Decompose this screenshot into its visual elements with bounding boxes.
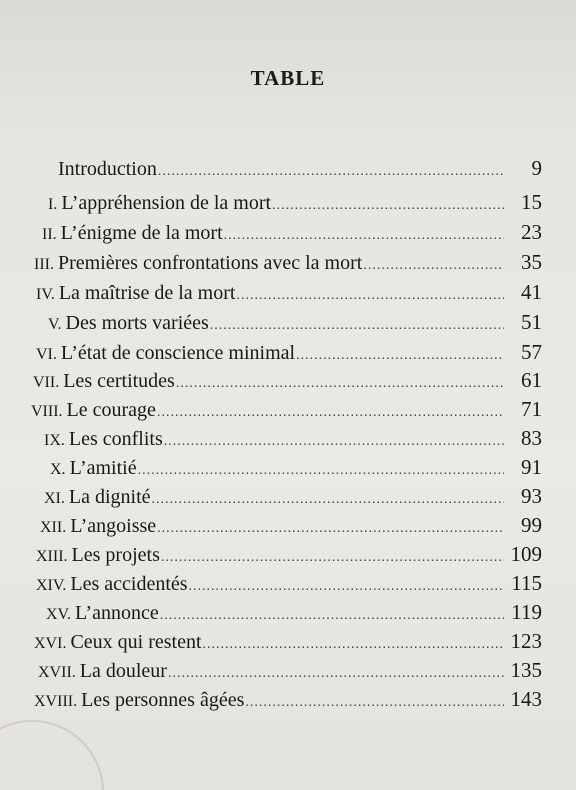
dot-leader: [161, 551, 504, 565]
chapter-numeral: II.: [42, 226, 57, 243]
dot-leader: [296, 349, 504, 363]
chapter-title: La dignité: [68, 486, 151, 508]
toc-entry: [34, 689, 542, 710]
page-number: 35: [521, 250, 542, 274]
chapter-numeral: V.: [48, 316, 62, 333]
page-number: 51: [521, 310, 542, 334]
chapter-title: L’amitié: [69, 457, 137, 479]
chapter-numeral: VIII.: [31, 403, 63, 420]
chapter-numeral: IX.: [44, 432, 65, 449]
dot-leader: [245, 696, 504, 710]
page-number: 123: [510, 629, 542, 653]
dot-leader: [203, 638, 504, 652]
dot-leader: [224, 229, 504, 243]
chapter-title: Les certitudes: [63, 370, 175, 392]
dot-leader: [272, 199, 504, 213]
page-number: 119: [511, 600, 542, 624]
dot-leader: [236, 289, 504, 303]
toc-entry: [34, 252, 542, 273]
page-number: 71: [521, 397, 542, 421]
toc-entry: [36, 573, 542, 594]
chapter-title: Introduction: [58, 158, 157, 180]
page-number: 99: [521, 513, 542, 537]
page-number: 93: [521, 484, 542, 508]
chapter-title: L’annonce: [75, 602, 159, 624]
page-number: 91: [521, 455, 542, 479]
chapter-numeral: XIII.: [36, 548, 68, 565]
chapter-title: Les conflits: [68, 428, 163, 450]
chapter-title: La douleur: [79, 660, 167, 682]
chapter-title: La maîtrise de la mort: [58, 282, 236, 304]
toc-entry: [40, 515, 542, 536]
toc-entry: [48, 192, 542, 213]
chapter-title: Ceux qui restent: [70, 631, 202, 653]
dot-leader: [363, 259, 504, 273]
chapter-numeral: XIV.: [36, 577, 67, 594]
chapter-title: Les personnes âgées: [81, 689, 245, 711]
chapter-numeral: XVI.: [34, 635, 67, 652]
chapter-numeral: XVIII.: [34, 693, 78, 710]
toc-entry: [33, 370, 542, 391]
page-number: 15: [521, 190, 542, 214]
chapter-numeral: VI.: [36, 346, 57, 363]
chapter-title: L’angoisse: [70, 515, 157, 537]
toc-entry: [36, 342, 542, 363]
dot-leader: [158, 165, 504, 179]
dot-leader: [138, 464, 504, 478]
chapter-title: Les accidentés: [70, 573, 188, 595]
page-number: 9: [531, 156, 542, 180]
page-number: 23: [521, 220, 542, 244]
toc-entry: [48, 312, 542, 333]
toc-entry: [36, 282, 542, 303]
chapter-title: Le courage: [66, 399, 156, 421]
chapter-title: L’état de conscience minimal: [60, 342, 296, 364]
page-number: 41: [521, 280, 542, 304]
page-number: 57: [521, 340, 542, 364]
chapter-numeral: VII.: [33, 374, 60, 391]
toc-entry: [36, 544, 542, 565]
page-number: 61: [521, 368, 542, 392]
chapter-title: Premières confrontations avec la mort: [57, 252, 363, 274]
toc-entry: [38, 660, 542, 681]
chapter-numeral: III.: [34, 256, 54, 273]
page-number: 109: [510, 542, 542, 566]
chapter-numeral: I.: [48, 196, 58, 213]
dot-leader: [157, 522, 504, 536]
chapter-title: L’appréhension de la mort: [61, 192, 272, 214]
dot-leader: [160, 609, 504, 623]
chapter-title: Les projets: [71, 544, 160, 566]
toc-entry: [50, 457, 542, 478]
toc-entry: [46, 602, 542, 623]
page-number: 83: [521, 426, 542, 450]
toc-entry: [44, 428, 542, 449]
toc-entry: [44, 486, 542, 507]
chapter-numeral: X.: [50, 461, 66, 478]
chapter-numeral: XI.: [44, 490, 65, 507]
page-number: 115: [511, 571, 542, 595]
chapter-numeral: XV.: [46, 606, 72, 623]
dot-leader: [176, 377, 504, 391]
dot-leader: [168, 667, 504, 681]
dot-leader: [189, 580, 504, 594]
dot-leader: [152, 493, 504, 507]
chapter-numeral: XII.: [40, 519, 67, 536]
page-number: 135: [510, 658, 542, 682]
chapter-numeral: IV.: [36, 286, 55, 303]
toc-entry: [42, 222, 542, 243]
page-title: TABLE: [250, 66, 326, 90]
chapter-numeral: XVII.: [38, 664, 76, 681]
dot-leader: [157, 406, 504, 420]
dot-leader: [210, 319, 504, 333]
chapter-title: L’énigme de la mort: [60, 222, 223, 244]
chapter-title: Des morts variées: [65, 312, 209, 334]
dot-leader: [164, 435, 504, 449]
toc-entry: [34, 631, 542, 652]
toc-entry: [58, 158, 542, 179]
page-number: 143: [510, 687, 542, 711]
toc-entry: [31, 399, 542, 420]
